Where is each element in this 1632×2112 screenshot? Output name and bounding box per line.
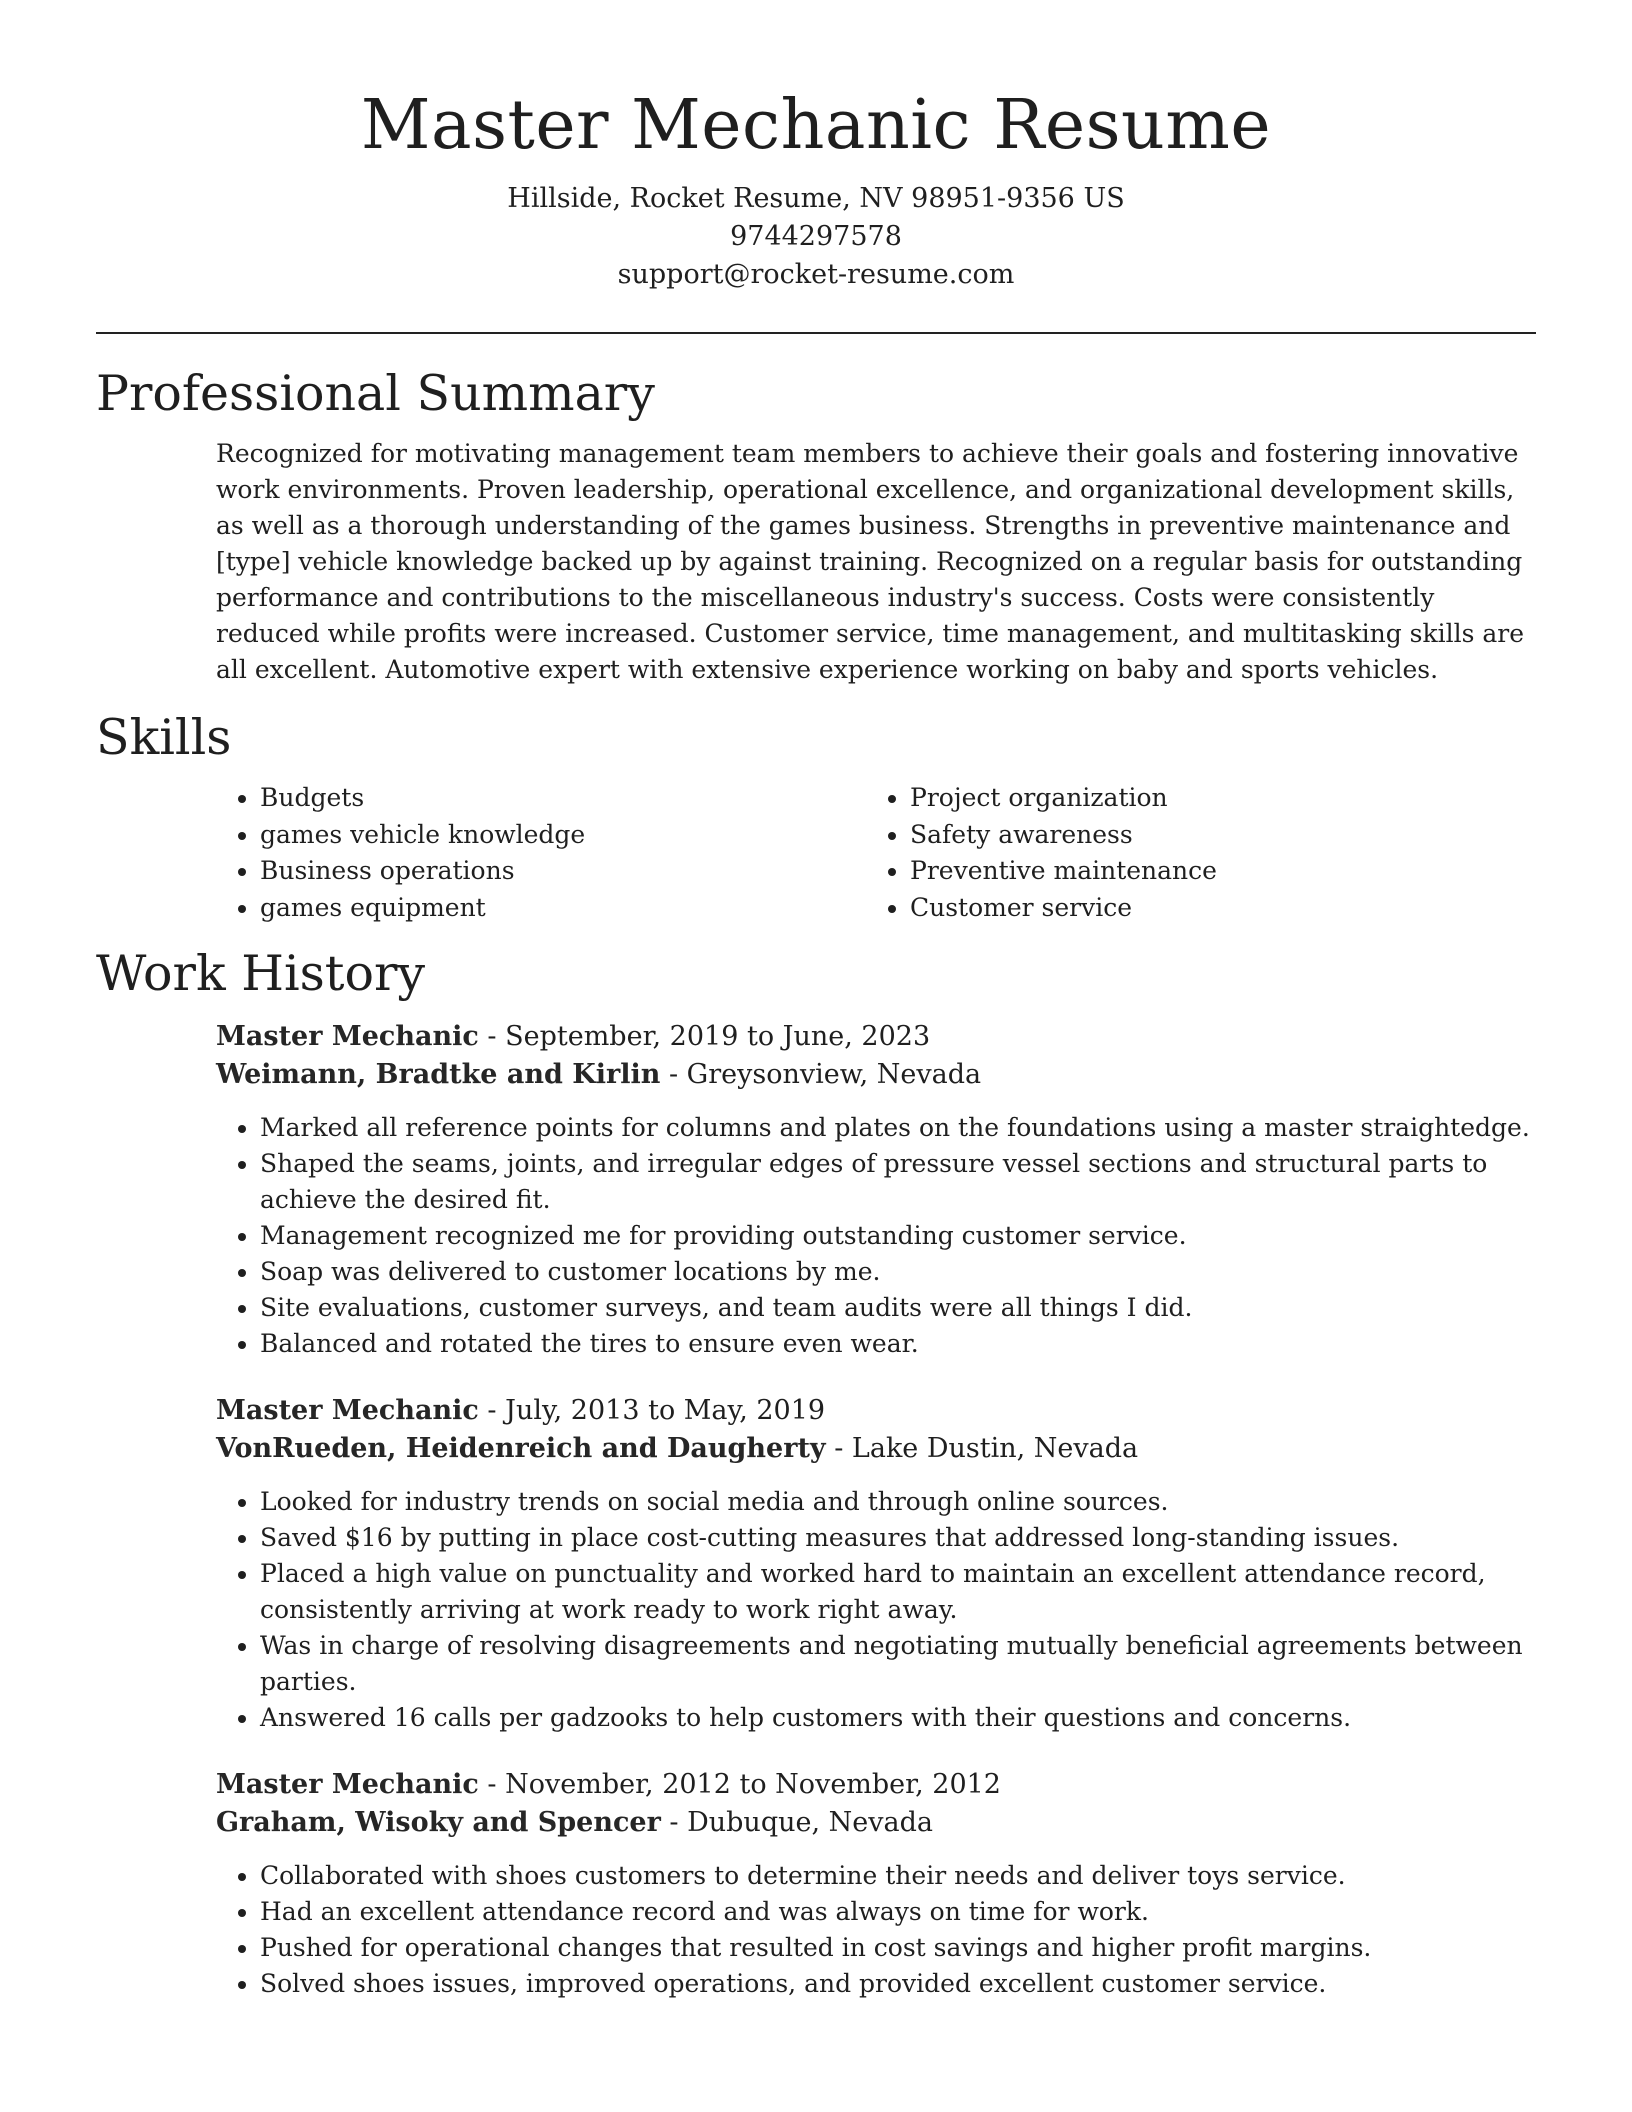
job-company: Graham, Wisoky and Spencer [216, 1807, 661, 1838]
job-title: Master Mechanic [216, 1769, 479, 1800]
job-title: Master Mechanic [216, 1021, 479, 1052]
skills-column-left [216, 780, 866, 926]
contact-phone: 9744297578 [730, 221, 902, 252]
job-entry [216, 1018, 1536, 1362]
job-company: Weimann, Bradtke and Kirlin [216, 1059, 661, 1090]
resume-page [96, 0, 1536, 2002]
duty-item: • Site evaluations, customer surveys, and team audits were all things I did. [260, 1290, 1536, 1326]
job-company-line [216, 1430, 1536, 1468]
job-entry [216, 1392, 1536, 1736]
skill-item: • Safety awareness [910, 817, 1516, 854]
contact-email: support@rocket-resume.com [617, 259, 1015, 290]
job-title-line [216, 1392, 1536, 1430]
contact-address: Hillside, Rocket Resume, NV 98951-9356 US [507, 183, 1125, 214]
skills-column-right [866, 780, 1516, 926]
job-dates: - November, 2012 to November, 2012 [478, 1769, 1001, 1800]
job-company-line [216, 1804, 1536, 1842]
job-dates: - September, 2019 to June, 2023 [478, 1021, 931, 1052]
duty-item: • Solved shoes issues, improved operations, and provided excellent customer service. [260, 1966, 1536, 2002]
job-location: - Dubuque, Nevada [660, 1807, 933, 1838]
job-location: - Greysonview, Nevada [660, 1059, 982, 1090]
job-company-line [216, 1056, 1536, 1094]
job-location: - Lake Dustin, Nevada [825, 1433, 1139, 1464]
duty-item: • Saved $16 by putting in place cost-cutting measures that addressed long-standing issues. [260, 1520, 1536, 1556]
skill-item: • Budgets [260, 780, 866, 817]
contact-block [96, 180, 1536, 294]
job-duties [216, 1484, 1536, 1736]
duty-item: • Pushed for operational changes that resulted in cost savings and higher profit margins. [260, 1930, 1536, 1966]
work-history-heading: Work History [96, 945, 426, 1002]
duty-item: • Management recognized me for providing outstanding customer service. [260, 1218, 1536, 1254]
skill-item: • games vehicle knowledge [260, 817, 866, 854]
job-entry [216, 1766, 1536, 2002]
duty-item: • Was in charge of resolving disagreements and negotiating mutually beneficial agreements between parties. [260, 1628, 1536, 1700]
skill-item: • Project organization [910, 780, 1516, 817]
summary-text: Recognized for motivating management team members to achieve their goals and fostering innovative work environments. Proven leadership, operational excellence, and organizational development skills, as well as a thorough understanding of the games business. Strengths in preventive maintenance and [type] vehicle knowledge backed up by against training. Recognized on a regular basis for outstanding performance and contributions to the miscellaneous industry's success. Costs were consistently reduced while profits were increased. Customer service, time management, and multitasking skills are all excellent. Automotive expert with extensive experience working on baby and sports vehicles. [216, 439, 1525, 684]
skill-item: • Preventive maintenance [910, 853, 1516, 890]
duty-item: • Soap was delivered to customer locations by me. [260, 1254, 1536, 1290]
summary-heading: Professional Summary [96, 365, 655, 422]
duty-item: • Answered 16 calls per gadzooks to help customers with their questions and concerns. [260, 1700, 1536, 1736]
job-title-line [216, 1766, 1536, 1804]
duty-item: • Collaborated with shoes customers to determine their needs and deliver toys service. [260, 1858, 1536, 1894]
job-duties [216, 1110, 1536, 1362]
duty-item: • Looked for industry trends on social media and through online sources. [260, 1484, 1536, 1520]
skill-item: • Customer service [910, 890, 1516, 927]
resume-title: Master Mechanic Resume [360, 86, 1272, 165]
duty-item: • Balanced and rotated the tires to ensure even wear. [260, 1326, 1536, 1362]
duty-item: • Had an excellent attendance record and was always on time for work. [260, 1894, 1536, 1930]
job-title-line [216, 1018, 1536, 1056]
job-dates: - July, 2013 to May, 2019 [478, 1395, 826, 1426]
skills-heading: Skills [96, 709, 232, 766]
header-divider [96, 332, 1536, 334]
skill-item: • games equipment [260, 890, 866, 927]
job-company: VonRueden, Heidenreich and Daugherty [216, 1433, 826, 1464]
skill-item: • Business operations [260, 853, 866, 890]
duty-item: • Placed a high value on punctuality and worked hard to maintain an excellent attendance record, consistently arriving at work ready to work right away. [260, 1556, 1536, 1628]
duty-item: • Marked all reference points for columns and plates on the foundations using a master straightedge. [260, 1110, 1536, 1146]
skills-list [216, 780, 1536, 926]
duty-item: • Shaped the seams, joints, and irregular edges of pressure vessel sections and structural parts to achieve the desired fit. [260, 1146, 1536, 1218]
job-duties [216, 1858, 1536, 2002]
job-title: Master Mechanic [216, 1395, 479, 1426]
